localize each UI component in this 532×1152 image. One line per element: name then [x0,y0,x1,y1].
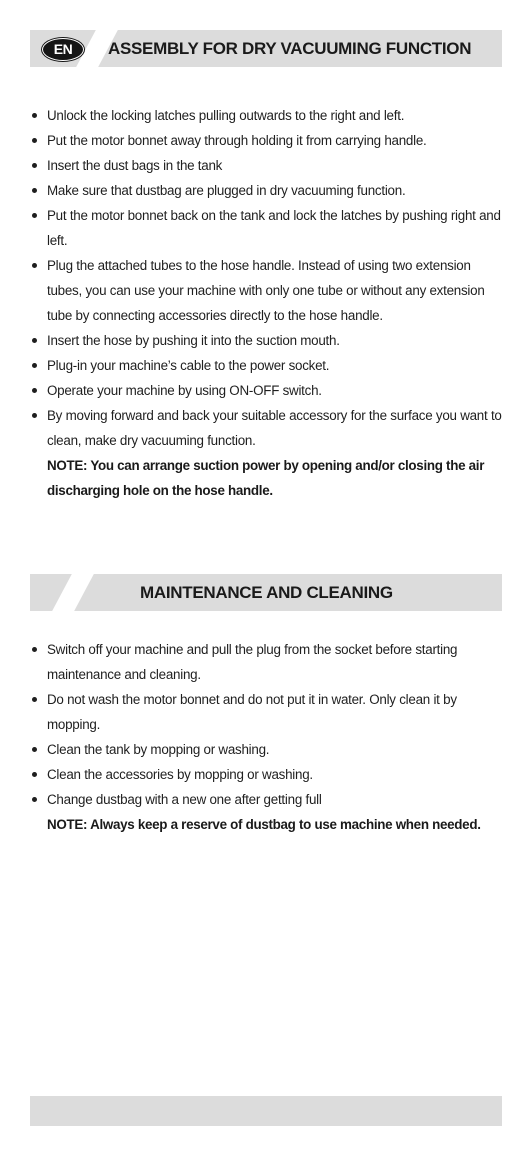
list-item-text: Plug-in your machine’s cable to the power socket. [47,358,330,373]
bullet-icon [32,138,37,143]
list-item-text: By moving forward and back your suitable accessory for the surface you want to clean, make dry vacuuming function. [47,408,502,448]
bullet-icon [32,697,37,702]
list-item-text: Put the motor bonnet back on the tank and lock the latches by pushing right and left. [47,208,501,248]
list-item [30,637,502,687]
list-item-text: Change dustbag with a new one after getting full [47,792,322,807]
maintenance-instructions-list [30,637,502,837]
list-item-text: Do not wash the motor bonnet and do not put it in water. Only clean it by mopping. [47,692,457,732]
list-item-text: Insert the dust bags in the tank [47,158,223,173]
bullet-icon [32,338,37,343]
bullet-icon [32,113,37,118]
bullet-icon [32,388,37,393]
list-item [30,787,502,812]
list-item-text: Operate your machine by using ON-OFF switch. [47,383,322,398]
list-item [30,253,502,328]
section-title-dry-vacuuming: ASSEMBLY FOR DRY VACUUMING FUNCTION [108,39,472,58]
bullet-icon [32,263,37,268]
list-item [30,378,502,403]
list-item [30,128,502,153]
bullet-icon [32,797,37,802]
bullet-icon [32,363,37,368]
list-item-text: Put the motor bonnet away through holding it from carrying handle. [47,133,427,148]
bullet-icon [32,163,37,168]
list-item-text: Plug the attached tubes to the hose handle. Instead of using two extension tubes, you can use your machine with only one tube or without any extension tube by connecting accessories directly to the hose handle. [47,258,485,323]
list-item [30,762,502,787]
language-badge: EN [42,38,84,61]
list-item [30,353,502,378]
list-item-text: Unlock the locking latches pulling outwards to the right and left. [47,108,405,123]
bullet-icon [32,213,37,218]
list-item-text: Clean the tank by mopping or washing. [47,742,270,757]
list-item [30,737,502,762]
dry-vacuuming-instructions-list [30,103,502,503]
list-item [30,203,502,253]
list-item-text: Clean the accessories by mopping or washing. [47,767,313,782]
bullet-icon [32,747,37,752]
bullet-icon [32,772,37,777]
list-item-text: Make sure that dustbag are plugged in dry vacuuming function. [47,183,406,198]
list-item [30,178,502,203]
list-item [30,328,502,353]
header-slant-decoration [52,574,94,611]
list-item [30,153,502,178]
list-item [30,103,502,128]
section-title-maintenance: MAINTENANCE AND CLEANING [140,583,393,602]
list-item [30,403,502,453]
footer-bar [30,1096,502,1126]
note-maintenance: NOTE: Always keep a reserve of dustbag to use machine when needed. [47,817,481,832]
list-item [30,687,502,737]
list-item-text: Switch off your machine and pull the plug from the socket before starting maintenance and cleaning. [47,642,458,682]
section-header-dry-vacuuming [30,30,502,67]
note-dry-vacuuming: NOTE: You can arrange suction power by opening and/or closing the air discharging hole on the hose handle. [47,458,485,498]
bullet-icon [32,413,37,418]
bullet-icon [32,188,37,193]
list-item-text: Insert the hose by pushing it into the suction mouth. [47,333,340,348]
bullet-icon [32,647,37,652]
section-header-maintenance [30,574,502,611]
